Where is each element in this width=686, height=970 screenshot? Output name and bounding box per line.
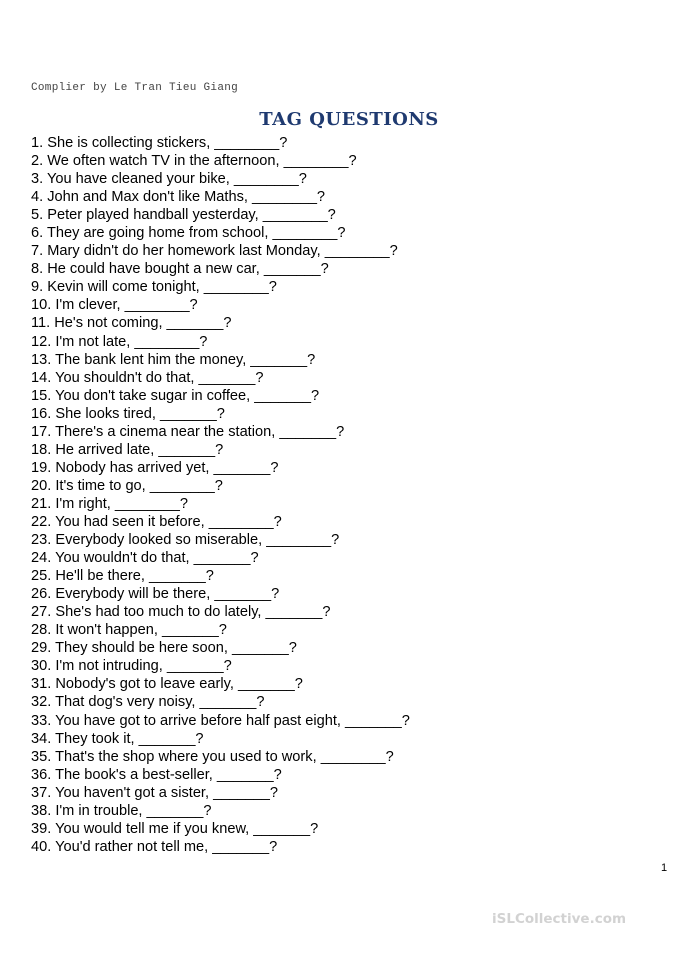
question-item: 20. It's time to go, ________? [31, 477, 223, 494]
question-item: 18. He arrived late, _______? [31, 441, 224, 458]
question-item: 10. I'm clever, ________? [31, 297, 198, 314]
question-item: 37. You haven't got a sister, _______? [31, 784, 279, 801]
question-item: 31. Nobody's got to leave early, _______? [31, 676, 303, 693]
question-item: 1. She is collecting stickers, ________? [31, 135, 288, 151]
question-item: 12. I'm not late, ________? [31, 333, 208, 350]
question-item: 24. You wouldn't do that, _______? [31, 550, 259, 567]
question-item: 14. You shouldn't do that, _______? [31, 369, 264, 386]
watermark: iSLCollective.com [492, 911, 627, 927]
question-item: 38. I'm in trouble, _______? [31, 802, 212, 819]
question-item: 32. That dog's very noisy, _______? [31, 694, 265, 711]
question-item: 4. John and Max don't like Maths, ________? [31, 189, 326, 206]
question-item: 3. You have cleaned your bike, ________? [31, 171, 307, 188]
question-list [31, 134, 410, 856]
question-item: 11. He's not coming, _______? [31, 315, 232, 332]
question-item: 7. Mary didn't do her homework last Monday, ________? [31, 243, 398, 260]
question-item: 28. It won't happen, _______? [31, 622, 227, 639]
question-item: 29. They should be here soon, _______? [31, 640, 297, 657]
question-item: 15. You don't take sugar in coffee, _______? [31, 387, 320, 404]
question-item: 21. I'm right, ________? [31, 495, 188, 512]
question-item: 35. That's the shop where you used to work, ________? [31, 748, 394, 765]
question-item: 16. She looks tired, _______? [31, 405, 225, 422]
page-title: TAG QUESTIONS [259, 109, 439, 130]
question-item: 5. Peter played handball yesterday, ________? [31, 207, 336, 224]
question-item: 39. You would tell me if you knew, _______? [31, 820, 319, 837]
question-item: 6. They are going home from school, ________? [31, 225, 346, 242]
question-item: 22. You had seen it before, ________? [31, 513, 282, 530]
compiler-credit: Complier by Le Tran Tieu Giang [31, 82, 239, 94]
page-number: 1 [661, 862, 668, 874]
question-item: 17. There's a cinema near the station, _______? [31, 423, 345, 440]
question-item: 25. He'll be there, _______? [31, 568, 214, 585]
question-item: 9. Kevin will come tonight, ________? [31, 279, 277, 296]
question-item: 19. Nobody has arrived yet, _______? [31, 459, 279, 476]
question-item: 40. You'd rather not tell me, _______? [31, 838, 278, 855]
question-item: 26. Everybody will be there, _______? [31, 586, 280, 603]
question-item: 13. The bank lent him the money, _______? [31, 351, 316, 368]
question-item: 2. We often watch TV in the afternoon, ________? [31, 153, 357, 170]
question-item: 36. The book's a best-seller, _______? [31, 766, 282, 783]
question-item: 23. Everybody looked so miserable, ________? [31, 532, 340, 549]
question-item: 27. She's had too much to do lately, _______? [31, 604, 331, 621]
question-item: 8. He could have bought a new car, _______? [31, 261, 329, 278]
question-item: 34. They took it, _______? [31, 730, 204, 747]
question-item: 30. I'm not intruding, _______? [31, 658, 232, 675]
question-item: 33. You have got to arrive before half past eight, _______? [31, 712, 410, 729]
